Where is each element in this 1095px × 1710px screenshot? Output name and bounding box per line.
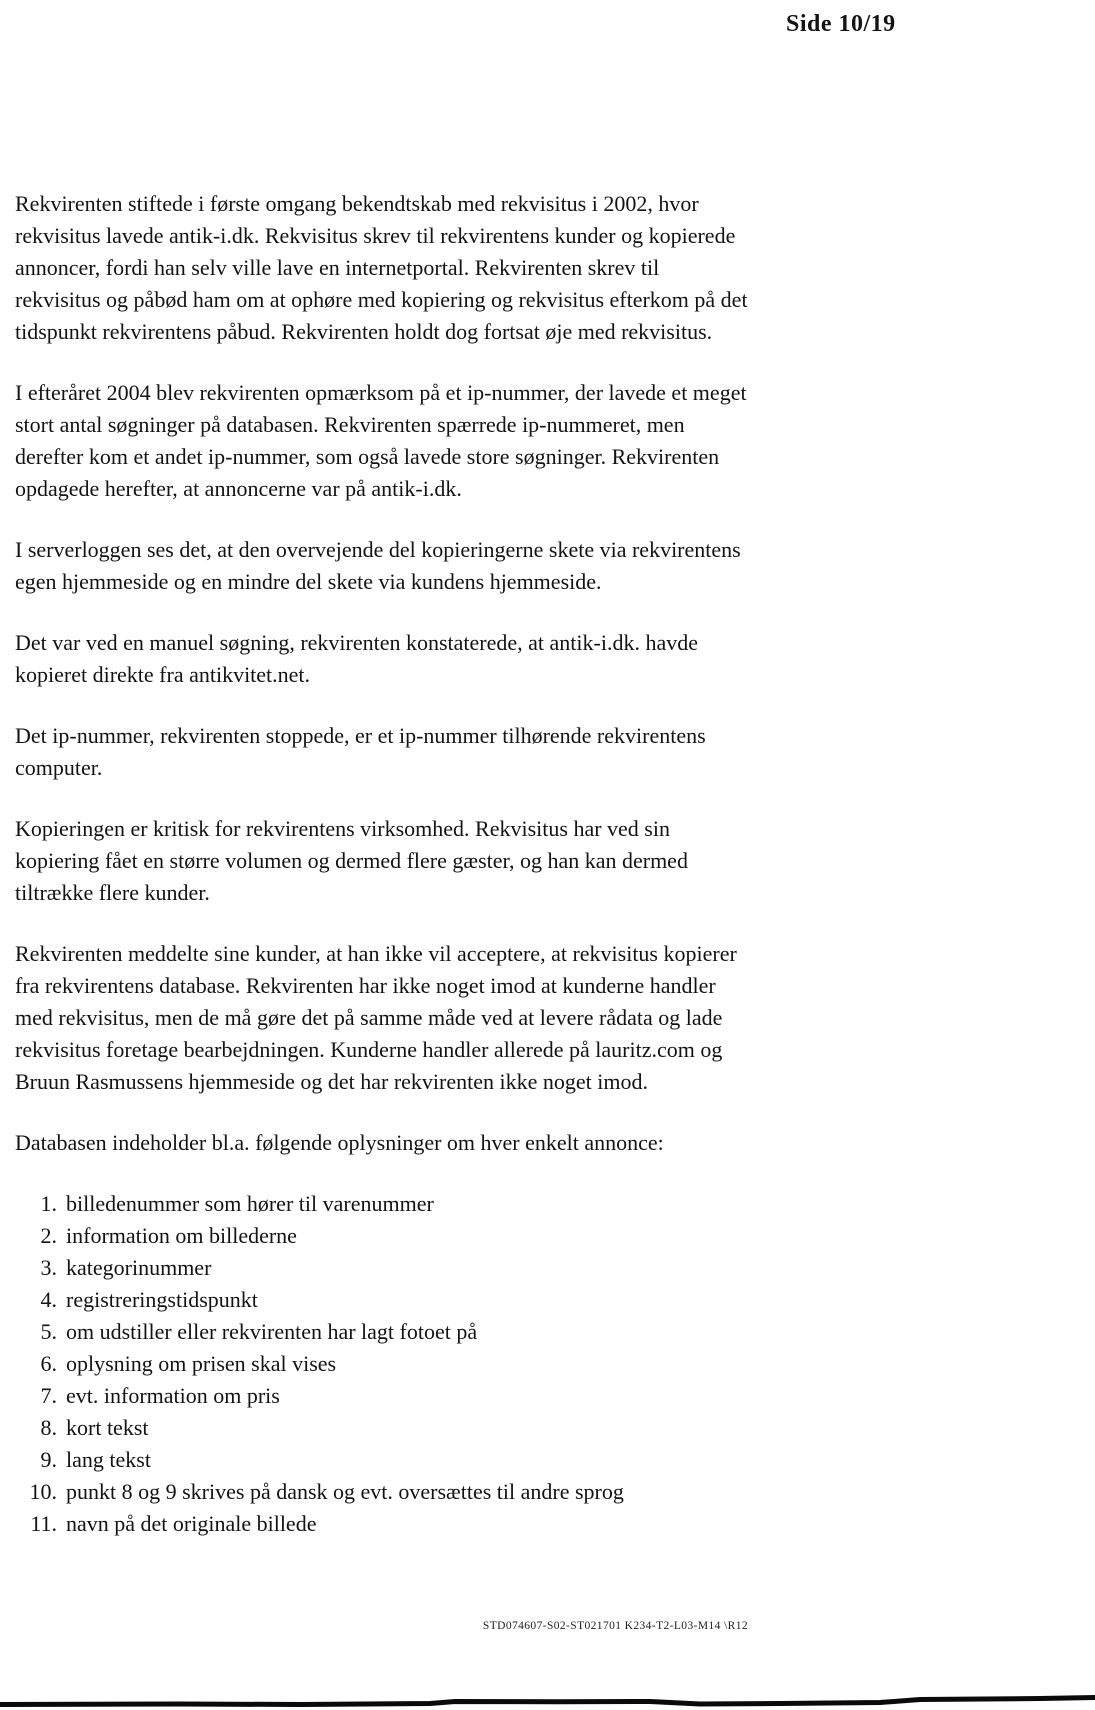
list-item-number: 5. bbox=[40, 1319, 57, 1344]
list-item bbox=[15, 1188, 749, 1220]
list-item-text: kategorinummer bbox=[66, 1255, 212, 1280]
list-item-text: registreringstidspunkt bbox=[66, 1287, 258, 1312]
list-item-number: 1. bbox=[40, 1191, 57, 1216]
list-item-text: kort tekst bbox=[66, 1415, 149, 1440]
list-item-text: billedenummer som hører til varenummer bbox=[66, 1191, 434, 1216]
list-item bbox=[15, 1508, 749, 1540]
list-item bbox=[15, 1444, 749, 1476]
paragraph: Rekvirenten stiftede i første omgang bekendtskab med rekvisitus i 2002, hvor rekvisitus lavede antik-i.dk. Rekvisitus skrev til rekvirentens kunder og kopierede annoncer, fordi han selv ville lave en internetportal. Rekvirenten skrev til rekvisitus og påbød ham om at ophøre med kopiering og rekvisitus efterkom på det tidspunkt rekvirentens påbud. Rekvirenten holdt dog fortsat øje med rekvisitus. bbox=[15, 191, 748, 344]
list-item-text: evt. information om pris bbox=[66, 1383, 280, 1408]
paragraph: Databasen indeholder bl.a. følgende oplysninger om hver enkelt annonce: bbox=[15, 1130, 664, 1155]
list-item-number: 10. bbox=[29, 1479, 57, 1504]
page-number: Side 10/19 bbox=[786, 11, 896, 37]
list-item bbox=[15, 1476, 749, 1508]
list-item-number: 8. bbox=[40, 1415, 57, 1440]
list-item-number: 3. bbox=[40, 1255, 57, 1280]
list-item-text: om udstiller eller rekvirenten har lagt fotoet på bbox=[66, 1319, 478, 1344]
paragraph: Kopieringen er kritisk for rekvirentens virksomhed. Rekvisitus har ved sin kopiering fået en større volumen og dermed flere gæster, og han kan dermed tiltrække flere kunder. bbox=[15, 816, 688, 905]
annonce-info-list bbox=[15, 1188, 749, 1540]
list-item bbox=[15, 1412, 749, 1444]
list-item bbox=[15, 1316, 749, 1348]
paragraph: Det var ved en manuel søgning, rekvirenten konstaterede, at antik-i.dk. havde kopieret direkte fra antikvitet.net. bbox=[15, 630, 698, 687]
list-item-text: navn på det originale billede bbox=[66, 1511, 317, 1536]
list-item-text: oplysning om prisen skal vises bbox=[66, 1351, 337, 1376]
list-item-text: punkt 8 og 9 skrives på dansk og evt. oversættes til andre sprog bbox=[66, 1479, 624, 1504]
list-item bbox=[15, 1284, 749, 1316]
list-item bbox=[15, 1220, 749, 1252]
paragraph: I efteråret 2004 blev rekvirenten opmærksom på et ip-nummer, der lavede et meget stort antal søgninger på databasen. Rekvirenten spærrede ip-nummeret, men derefter kom et andet ip-nummer, som også lavede store søgninger. Rekvirenten opdagede herefter, at annoncerne var på antik-i.dk. bbox=[15, 380, 747, 501]
scan-artifact-line bbox=[0, 1690, 1095, 1710]
list-item bbox=[15, 1380, 749, 1412]
document-code: STD074607-S02-ST021701 K234-T2-L03-M14 \R12 bbox=[482, 1620, 748, 1632]
paragraph: I serverloggen ses det, at den overvejende del kopieringerne skete via rekvirentens egen hjemmeside og en mindre del skete via kundens hjemmeside. bbox=[15, 537, 741, 594]
paragraph: Rekvirenten meddelte sine kunder, at han ikke vil acceptere, at rekvisitus kopierer fra rekvirentens database. Rekvirenten har ikke noget imod at kunderne handler med rekvisitus, men de må gøre det på samme måde ved at levere rådata og lade rekvisitus foretage bearbejdningen. Kunderne handler allerede på lauritz.com og Bruun Rasmussens hjemmeside og det har rekvirenten ikke noget imod. bbox=[15, 941, 737, 1094]
document-body bbox=[15, 188, 749, 1540]
list-item bbox=[15, 1348, 749, 1380]
list-item bbox=[15, 1252, 749, 1284]
list-item-number: 6. bbox=[40, 1351, 57, 1376]
list-item-number: 9. bbox=[40, 1447, 57, 1472]
list-item-text: information om billederne bbox=[66, 1223, 297, 1248]
list-item-text: lang tekst bbox=[66, 1447, 151, 1472]
list-item-number: 4. bbox=[40, 1287, 57, 1312]
list-item-number: 2. bbox=[40, 1223, 57, 1248]
list-item-number: 11. bbox=[30, 1511, 57, 1536]
paragraph: Det ip-nummer, rekvirenten stoppede, er et ip-nummer tilhørende rekvirentens computer. bbox=[15, 723, 706, 780]
list-item-number: 7. bbox=[40, 1383, 57, 1408]
